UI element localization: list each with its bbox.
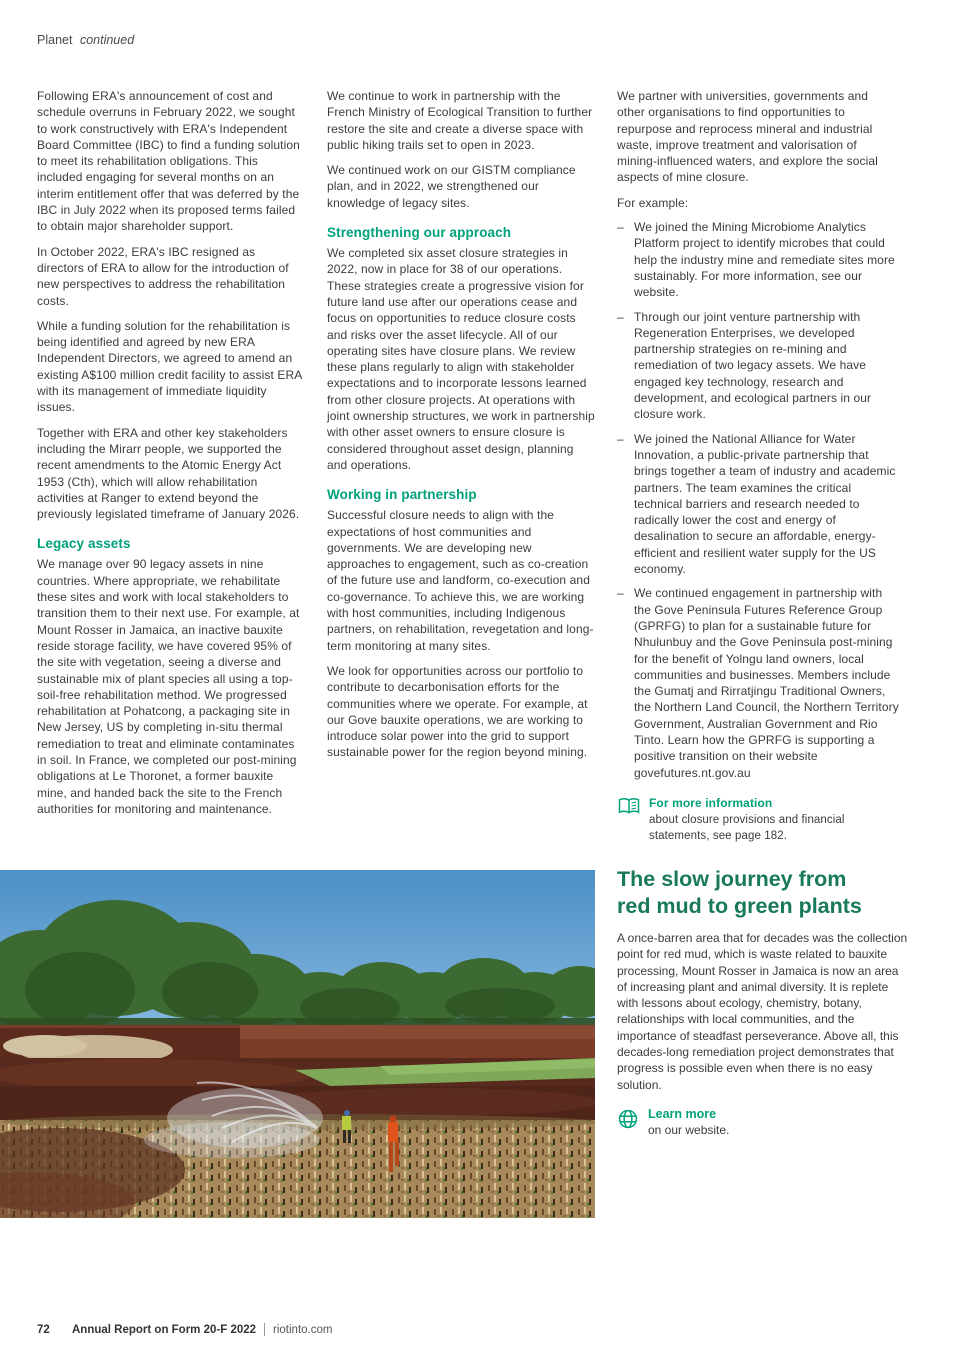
feature-story: [617, 866, 909, 1137]
list-item: [617, 585, 899, 781]
globe-icon: [617, 1107, 639, 1137]
section-continued-label: continued: [79, 33, 135, 47]
note-body: about closure provisions and financial statements, see page 182.: [649, 814, 845, 842]
bullet-marker: –: [617, 431, 624, 446]
list-item: [617, 431, 899, 578]
story-title: The slow journey from red mud to green plants: [617, 867, 862, 918]
paragraph: Following ERA's announcement of cost and schedule overruns in February 2022, we sought to work constructively with ERA's Independent Board Committee (IBC) to find a funding solution to meet its rehabilitation obligations. This included engaging for several months on an interim entitlement offer that was deferred by the IBC in July 2022 when its proposed terms failed to obtain major shareholder support.: [37, 89, 300, 234]
bullet-marker: –: [617, 586, 624, 601]
paragraph: For example:: [617, 195, 689, 210]
learn-more-text: [648, 1107, 729, 1137]
subheading-working-in-partnership: Working in partnership: [327, 487, 477, 503]
subheading-legacy-assets: Legacy assets: [37, 536, 131, 552]
note-text: [649, 795, 849, 844]
running-header: [37, 33, 134, 47]
paragraph: We continue to work in partnership with the French Ministry of Ecological Transition to further restore the site and create a diverse space with public hiking trails set to open in 2023.: [327, 89, 593, 152]
column-3: [617, 88, 899, 844]
more-information-link[interactable]: For more information: [649, 795, 773, 810]
footer-divider: [264, 1323, 265, 1336]
open-book-icon: [617, 795, 641, 844]
bullet-text: We joined the National Alliance for Water Innovation, a public-private partnership that brings together a team of industry and academic partners. The team examines the critical technical barriers and research needed to radically lower the cost and energy of desalination to secure an affordable, energy-efficient and resilient water supply for the US economy.: [634, 431, 896, 577]
photo-illustration: [0, 870, 595, 1218]
bullet-text: Through our joint venture partnership with Regeneration Enterprises, we developed partnership strategies on re-mining and remediation of two legacy assets. We have engaged key technology, research and development, and ecological partners in our closure work.: [634, 309, 872, 422]
paragraph: We manage over 90 legacy assets in nine countries. Where appropriate, we rehabilitate these sites and work with local stakeholders to transition them to their next use. For example, at Mount Rosser in Jamaica, an inactive bauxite reside storage facility, we have covered 95% of the site with vegetation, seeing a diverse and sustainable mix of plant species all using a top-soil-free rehabilitation method. We progressed rehabilitation at Pohatcong, a packaging site in New Jersey, US by completing in-situ thermal remediation to treat and eliminate contaminates in soil. In France, we completed our post-mining obligations at Le Thoronet, a former bauxite mine, and handed back the site to the French authorities for monitoring and maintenance.: [37, 557, 300, 816]
page-footer: [37, 1323, 332, 1336]
bullet-text: We continued engagement in partnership with the Gove Peninsula Futures Reference Group (GPRFG) to plan for a sustainable future for Nhulunbuy and the Gove Peninsula post-mining for the benefit of Yolngu land owners, local communities and businesses. Members include the Gumatj and Rirratjingu Traditional Owners, the Northern Land Council, the Northern Territory Government, Australian Government and Rio Tinto. Learn how the GPRFG is supporting a positive transition on their website govefutures.nt.gov.au: [634, 586, 899, 780]
paragraph: While a funding solution for the rehabilitation is being identified and agreed by new ERA Independent Directors, we agreed to amend an existing A$100 million credit facility to assist ERA with its management of immediate liquidity issues.: [37, 318, 302, 415]
paragraph: We partner with universities, governments and other organisations to find opportunities to repurpose and reprocess mineral and industrial waste, improve treatment and valorisation of mining-influenced waters, and explore the social aspects of mine closure.: [617, 89, 878, 185]
list-item: [617, 219, 899, 300]
rehabilitation-photo: [0, 870, 595, 1218]
page-number: 72: [37, 1323, 50, 1336]
story-body: A once-barren area that for decades was the collection point for red mud, which is waste related to bauxite processing, Mount Rosser in Jamaica is now an area of increasing plant and animal diversity. It is replete with lessons about ecology, chemistry, botany, relationships with local communities, and the importance of steadfast perseverance. Above all, this decades-long remediation project demonstrates that progress is possible even when there is no easy solution.: [617, 931, 908, 1092]
report-title: Annual Report on Form 20-F 2022: [72, 1323, 257, 1336]
paragraph: In October 2022, ERA's IBC resigned as directors of ERA to allow for the introduction of new perspectives to address the rehabilitation costs.: [37, 244, 289, 308]
paragraph: Successful closure needs to align with the expectations of host communities and governments. We are developing new approaches to engagement, such as co-creation of the future use and landform, co-execution and co-governance. To achieve this, we are working with host communities, including Indigenous partners, on rehabilitation, revegetation and long-term monitoring at many sites.: [327, 508, 594, 653]
column-2: [327, 88, 595, 770]
paragraph: We continued work on our GISTM compliance plan, and in 2022, we strengthened our knowledge of legacy sites.: [327, 163, 576, 210]
paragraph: We look for opportunities across our portfolio to contribute to decarbonisation efforts for the communities where we operate. For example, at our Gove bauxite operations, we are working to introduce solar power into the grid to support sustainable power for the region beyond mining.: [327, 663, 588, 760]
paragraph: We completed six asset closure strategies in 2022, now in place for 38 of our operations. These strategies create a progressive vision for future land use after our operations cease and focus on opportunities to reduce closure costs and risks over the asset lifecycle. All of our operating sites have closure plans. We review these plans regularly to align with stakeholder expectations and to incorporate lessons learned from other closure projects. At operations with joint ownership structures, we work in partnership with other asset owners to ensure closure is considered throughout asset design, planning and operations.: [327, 246, 595, 472]
learn-more-link[interactable]: Learn more: [648, 1106, 717, 1121]
website-url: riotinto.com: [273, 1323, 333, 1336]
paragraph: Together with ERA and other key stakeholders including the Mirarr people, we supported the recent amendments to the Atomic Energy Act 1953 (Cth), which will allow rehabilitation activities at Ranger to extend beyond the previously legislated timeframe of January 2026.: [37, 425, 300, 522]
bullet-marker: –: [617, 220, 624, 235]
learn-more-caption: on our website.: [648, 1122, 730, 1137]
bullet-marker: –: [617, 309, 624, 324]
more-information-note: [617, 795, 899, 844]
list-item: [617, 309, 899, 423]
section-title: Planet: [37, 33, 73, 47]
learn-more-block: [617, 1107, 909, 1137]
column-1: [37, 88, 305, 826]
subheading-strengthening-our-approach: Strengthening our approach: [327, 225, 512, 241]
bullet-text: We joined the Mining Microbiome Analytics Platform project to identify microbes that could help the industry mine and remediate sites more sustainably. For more information, see our website.: [634, 220, 895, 300]
